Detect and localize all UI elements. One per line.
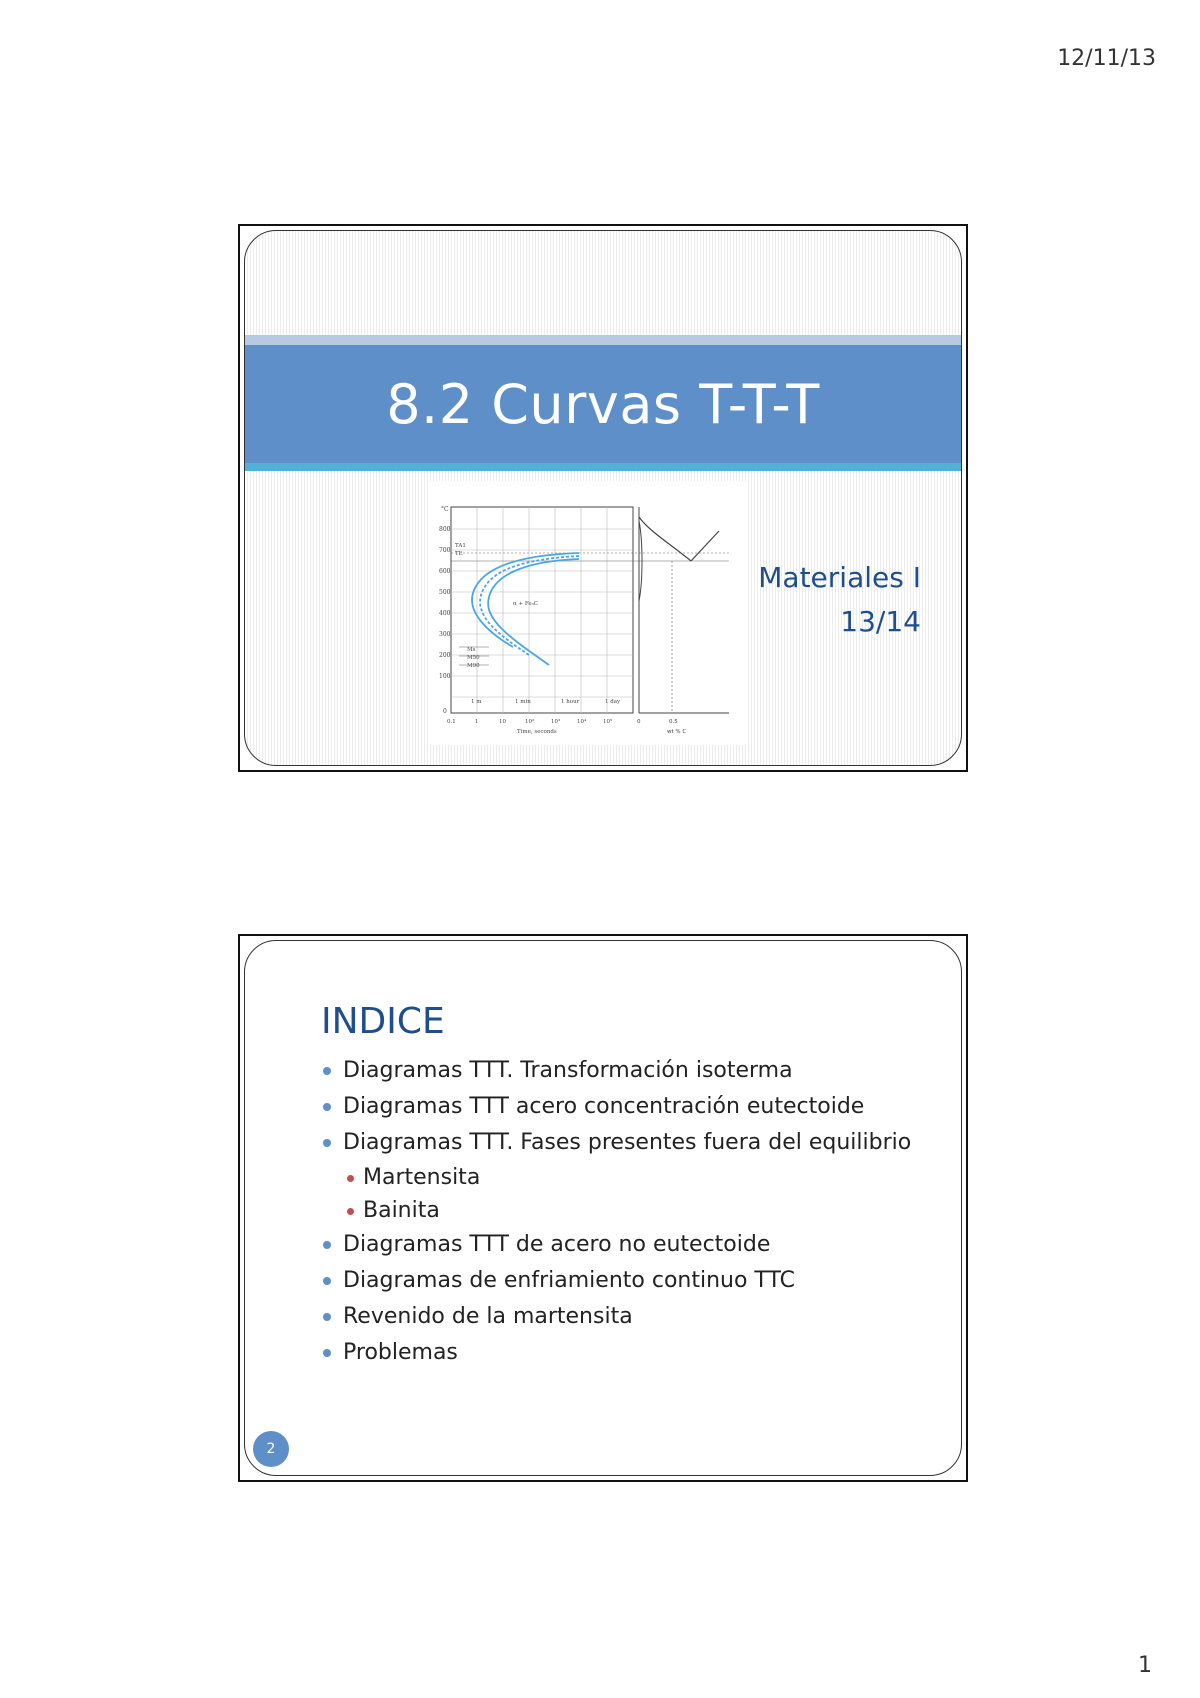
y-tick: 400: [439, 610, 451, 617]
academic-year: 13/14: [840, 605, 921, 638]
y-tick: 300: [439, 631, 451, 638]
list-item: Diagramas TTT. Transformación isoterma: [321, 1053, 941, 1089]
right-x-tick: 0: [637, 719, 641, 725]
ttt-curves: [472, 553, 579, 665]
slide-2-body: [244, 940, 962, 1476]
x-tick: 1: [475, 719, 479, 725]
slide-number-badge: 2: [253, 1431, 289, 1467]
right-x-tick: 0.5: [669, 719, 678, 725]
list-item: Revenido de la martensita: [321, 1299, 941, 1335]
sub-list: [343, 1161, 941, 1227]
time-mark: 1 day: [605, 699, 621, 705]
temp-unit-label: °C: [441, 506, 449, 513]
page-date: 12/11/13: [1057, 46, 1156, 71]
end-curve: [488, 559, 579, 665]
phase-label: α + Fe₃C: [513, 601, 539, 607]
list-item: Diagramas TTT acero concentración eutectoide: [321, 1089, 941, 1125]
ms-label: Ms: [467, 647, 476, 653]
y-tick: 0: [443, 708, 447, 715]
ttt-diagram-svg: [429, 481, 747, 745]
line-label: TE: [455, 551, 463, 557]
title-band: [245, 345, 961, 463]
right-x-label: wt % C: [667, 729, 687, 735]
list-item: Diagramas TTT. Fases presentes fuera del equilibrio Martensita Bainita: [321, 1125, 941, 1227]
y-tick: 100: [439, 673, 451, 680]
time-mark: 1 hour: [561, 699, 580, 705]
y-tick: 200: [439, 652, 451, 659]
index-heading: INDICE: [321, 1001, 445, 1042]
y-tick: 800: [439, 526, 451, 533]
page-number: 1: [1138, 1653, 1152, 1678]
ms-label: M90: [467, 663, 480, 669]
x-tick: 10: [499, 719, 506, 725]
x-tick: 10⁴: [577, 719, 587, 725]
sub-list-item: Bainita: [343, 1194, 941, 1227]
x-tick: 10²: [525, 719, 535, 725]
title-band-bottom: [245, 463, 961, 471]
time-mark: 1 min: [515, 699, 531, 705]
y-tick: 600: [439, 568, 451, 575]
slide-title: 8.2 Curvas T-T-T: [386, 372, 820, 436]
list-item: Problemas: [321, 1335, 941, 1371]
x-tick: 10³: [551, 719, 561, 725]
sub-list-item: Martensita: [343, 1161, 941, 1194]
subtitle-block: [758, 556, 921, 644]
x-tick: 0.1: [447, 719, 456, 725]
time-mark: 1 m: [471, 699, 482, 705]
title-band-top: [245, 335, 961, 345]
x-tick: 10⁵: [603, 719, 613, 725]
course-name: Materiales I: [758, 561, 921, 594]
index-list: [321, 1053, 941, 1371]
x-axis-label: Time, seconds: [517, 729, 557, 735]
list-item: Diagramas de enfriamiento continuo TTC: [321, 1263, 941, 1299]
slide-1-body: [244, 230, 962, 766]
plot-grid: [451, 507, 633, 713]
ms-label: M50: [467, 655, 480, 661]
plot-frame: [451, 507, 633, 713]
list-item: Diagramas TTT de acero no eutectoide: [321, 1227, 941, 1263]
slide-1: [238, 224, 968, 772]
line-label: TA1: [455, 543, 466, 549]
y-tick: 500: [439, 589, 451, 596]
phase-diagram-panel: [637, 507, 729, 735]
y-tick: 700: [439, 547, 451, 554]
ttt-diagram-figure: [429, 481, 747, 745]
slide-2: [238, 934, 968, 1482]
